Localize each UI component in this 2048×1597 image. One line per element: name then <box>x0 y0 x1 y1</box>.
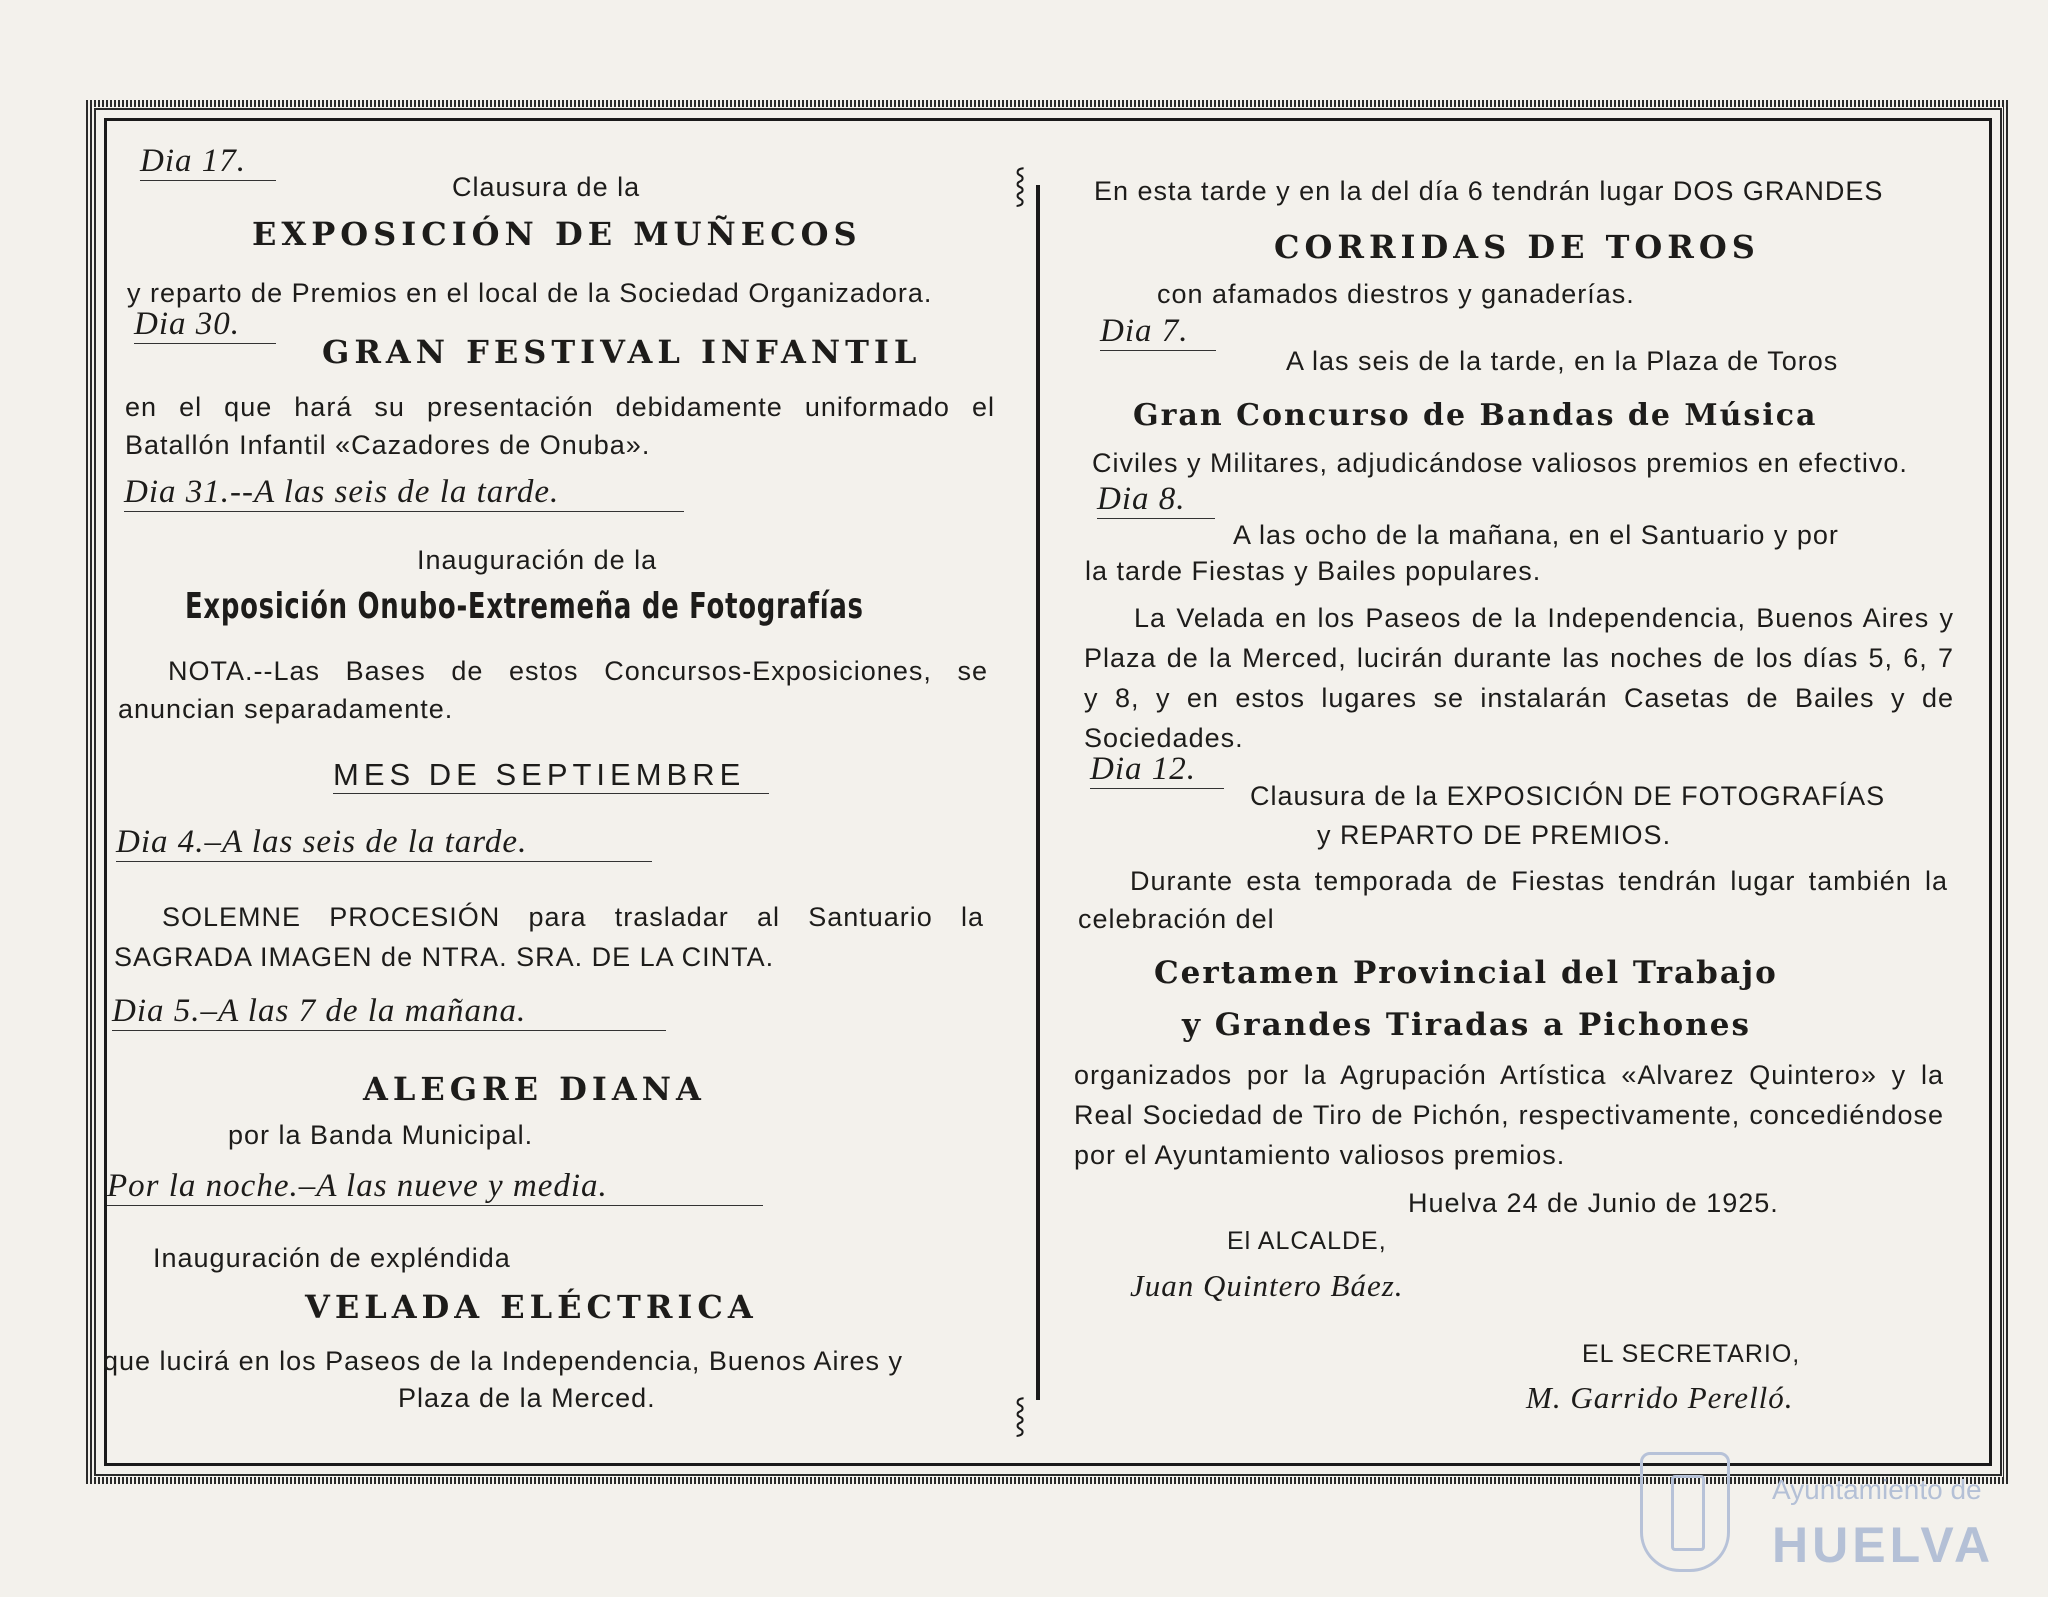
event-title: GRAN FESTIVAL INFANTIL <box>322 333 922 371</box>
event-title: ALEGRE DIANA <box>363 1070 706 1108</box>
day-heading: Dia 17. <box>140 143 276 181</box>
text-line: Civiles y Militares, adjudicándose valiosos premios en efectivo. <box>1092 448 1908 478</box>
text-line: y REPARTO DE PREMIOS. <box>1317 820 1672 850</box>
day-heading: Dia 12. <box>1090 751 1224 789</box>
event-title: Gran Concurso de Bandas de Música <box>1133 398 1818 433</box>
day-heading: Dia 8. <box>1097 481 1215 519</box>
day-heading: Por la noche.–A las nueve y media. <box>107 1168 763 1206</box>
text-line: Clausura de la EXPOSICIÓN DE FOTOGRAFÍAS <box>1250 781 1886 811</box>
coat-of-arms-icon <box>1640 1452 1730 1572</box>
text-line: y reparto de Premios en el local de la Sociedad Organizadora. <box>127 278 933 308</box>
watermark-text: HUELVA <box>1772 1517 1995 1573</box>
event-title: y Grandes Tiradas a Pichones <box>1182 1007 1751 1043</box>
day-heading: Dia 31.--A las seis de la tarde. <box>124 474 684 512</box>
event-title: EXPOSICIÓN DE MUÑECOS <box>252 215 862 253</box>
text-line: con afamados diestros y ganaderías. <box>1157 279 1635 309</box>
event-title: Exposición Onubo-Extremeña de Fotografías <box>185 586 864 627</box>
text-line: Inauguración de la <box>417 545 658 575</box>
watermark-text: Ayuntamiento de <box>1772 1474 1982 1505</box>
text-line: Clausura de la <box>452 172 641 202</box>
watermark-logo <box>1640 1452 2000 1582</box>
paragraph: SOLEMNE PROCESIÓN para trasladar al Santuario la SAGRADA IMAGEN de NTRA. SRA. DE LA CINTA. <box>114 902 984 972</box>
signatory-title: El ALCALDE, <box>1227 1227 1387 1255</box>
ornament-top: ⸾ <box>1014 165 1027 205</box>
day-heading: Dia 5.–A las 7 de la mañana. <box>112 993 666 1031</box>
text-line: la tarde Fiestas y Bailes populares. <box>1085 556 1542 586</box>
day-heading: Dia 4.–A las seis de la tarde. <box>116 824 652 862</box>
signatory-name: Juan Quintero Báez. <box>1130 1268 1404 1303</box>
date-line: Huelva 24 de Junio de 1925. <box>1408 1188 1779 1218</box>
signatory-title: EL SECRETARIO, <box>1582 1340 1801 1368</box>
text-line: Plaza de la Merced. <box>398 1383 656 1413</box>
day-heading: Dia 30. <box>134 306 276 344</box>
event-title: VELADA ELÉCTRICA <box>305 1288 758 1326</box>
text-line: por la Banda Municipal. <box>228 1120 534 1150</box>
text-line: Inauguración de expléndida <box>153 1243 511 1273</box>
day-heading: Dia 7. <box>1100 313 1216 351</box>
event-title: CORRIDAS DE TOROS <box>1274 228 1760 266</box>
paragraph: Durante esta temporada de Fiestas tendrán lugar también la celebración del <box>1078 866 1948 934</box>
column-divider <box>1036 185 1040 1400</box>
paragraph: organizados por la Agrupación Artística «Alvarez Quintero» y la Real Sociedad de Tiro de Pichón, respectivamente, concediéndose por el Ayuntamiento valiosos premios. <box>1074 1060 1944 1170</box>
text-line: A las seis de la tarde, en la Plaza de Toros <box>1286 346 1839 376</box>
text-line: que lucirá en los Paseos de la Independencia, Buenos Aires y <box>103 1346 903 1376</box>
signatory-name: M. Garrido Perelló. <box>1526 1380 1794 1415</box>
ornament-bottom: ⸾ <box>1014 1395 1027 1435</box>
text-line: En esta tarde y en la del día 6 tendrán lugar DOS GRANDES <box>1094 176 1884 206</box>
text-line: A las ocho de la mañana, en el Santuario y por <box>1233 520 1839 550</box>
note-paragraph: NOTA.--Las Bases de estos Concursos-Exposiciones, se anuncian separadamente. <box>118 656 988 724</box>
event-title: Certamen Provincial del Trabajo <box>1154 955 1778 991</box>
paragraph: La Velada en los Paseos de la Independencia, Buenos Aires y Plaza de la Merced, lucirán durante las noches de los días 5, 6, 7 y 8, y en estos lugares se instalarán Casetas de Bailes y de Sociedades. <box>1084 603 1954 753</box>
month-heading: MES DE SEPTIEMBRE <box>333 757 769 794</box>
paragraph: en el que hará su presentación debidamente uniformado el Batallón Infantil «Cazadores de Onuba». <box>125 392 995 460</box>
